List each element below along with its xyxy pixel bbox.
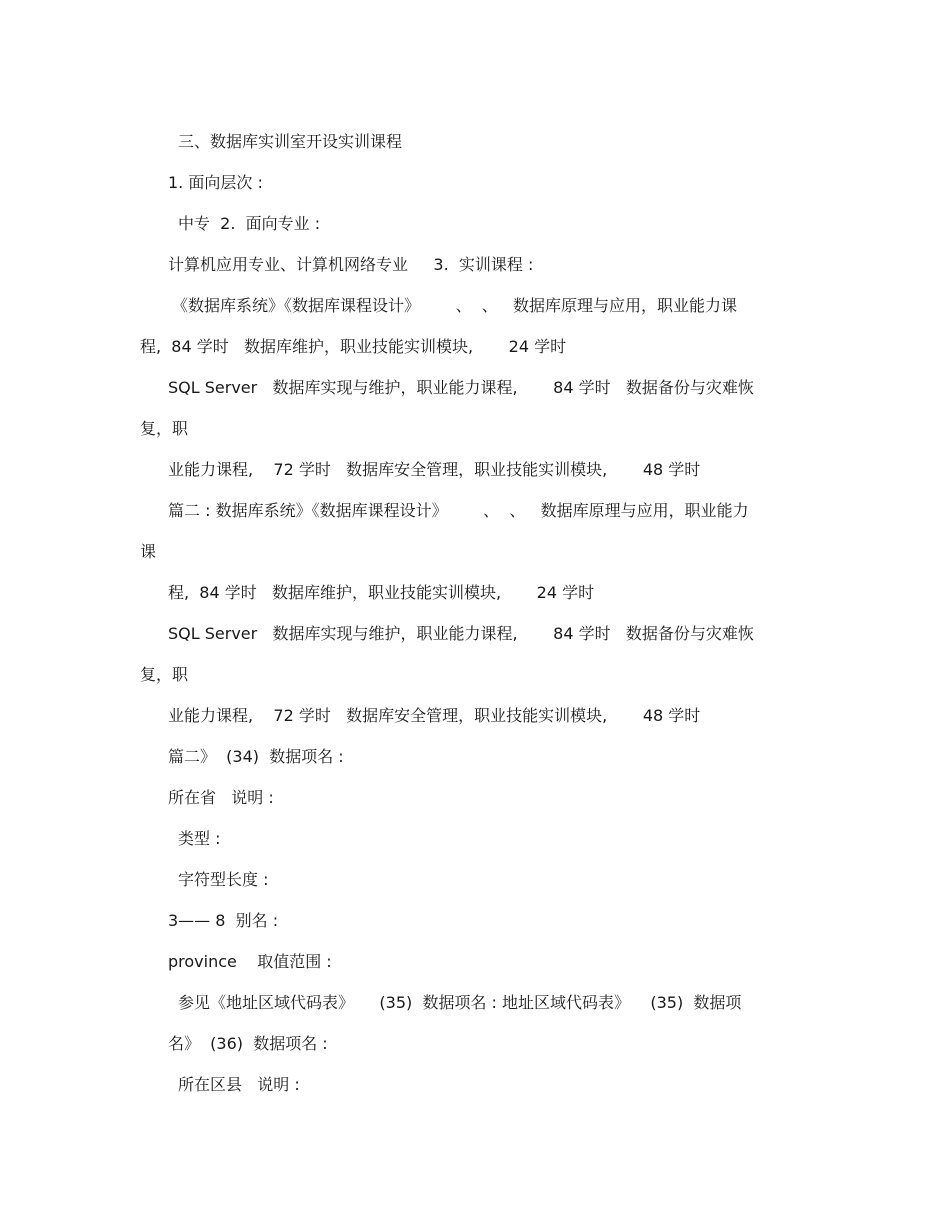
- text-line: 复，职: [140, 419, 189, 438]
- text-line: 所在省 说明 :: [168, 788, 274, 807]
- text-line: 名》 (36) 数据项名 :: [168, 1034, 328, 1053]
- section-heading: 三、数据库实训室开设实训课程: [178, 132, 403, 151]
- text-line: 篇二》 (34) 数据项名 :: [168, 747, 344, 766]
- text-line: 复，职: [140, 665, 189, 684]
- text-line: 程, 84 学时 数据库维护，职业技能实训模块, 24 学时: [168, 583, 595, 602]
- text-line: 程, 84 学时 数据库维护，职业技能实训模块, 24 学时: [140, 337, 567, 356]
- text-line: 所在区县 说明 :: [178, 1075, 300, 1094]
- text-line: 类型 :: [178, 829, 221, 848]
- text-line: SQL Server 数据库实现与维护，职业能力课程, 84 学时 数据备份与灾难恢: [168, 378, 754, 397]
- text-line: 篇二 : 数据库系统》《数据库课程设计》 、 、 数据库原理与应用，职业能力: [168, 501, 749, 520]
- text-line: 字符型长度 :: [178, 870, 269, 889]
- text-line: SQL Server 数据库实现与维护，职业能力课程, 84 学时 数据备份与灾难恢: [168, 624, 754, 643]
- text-line: 计算机应用专业、计算机网络专业 3. 实训课程 :: [168, 255, 534, 274]
- text-line: 中专 2. 面向专业 :: [178, 214, 321, 233]
- text-line: 3—— 8 别名 :: [168, 911, 279, 930]
- text-line: province 取值范围 :: [168, 952, 332, 971]
- text-line: 参见《地址区域代码表》 (35) 数据项名 : 地址区域代码表》 (35) 数据项: [178, 993, 742, 1012]
- text-line: 课: [140, 542, 157, 561]
- text-line: 业能力课程, 72 学时 数据库安全管理，职业技能实训模块, 48 学时: [168, 460, 701, 479]
- text-line: 《数据库系统》《数据库课程设计》 、 、 数据库原理与应用，职业能力课: [172, 296, 738, 315]
- text-line: 业能力课程, 72 学时 数据库安全管理，职业技能实训模块, 48 学时: [168, 706, 701, 725]
- text-line: 1. 面向层次 :: [168, 173, 263, 192]
